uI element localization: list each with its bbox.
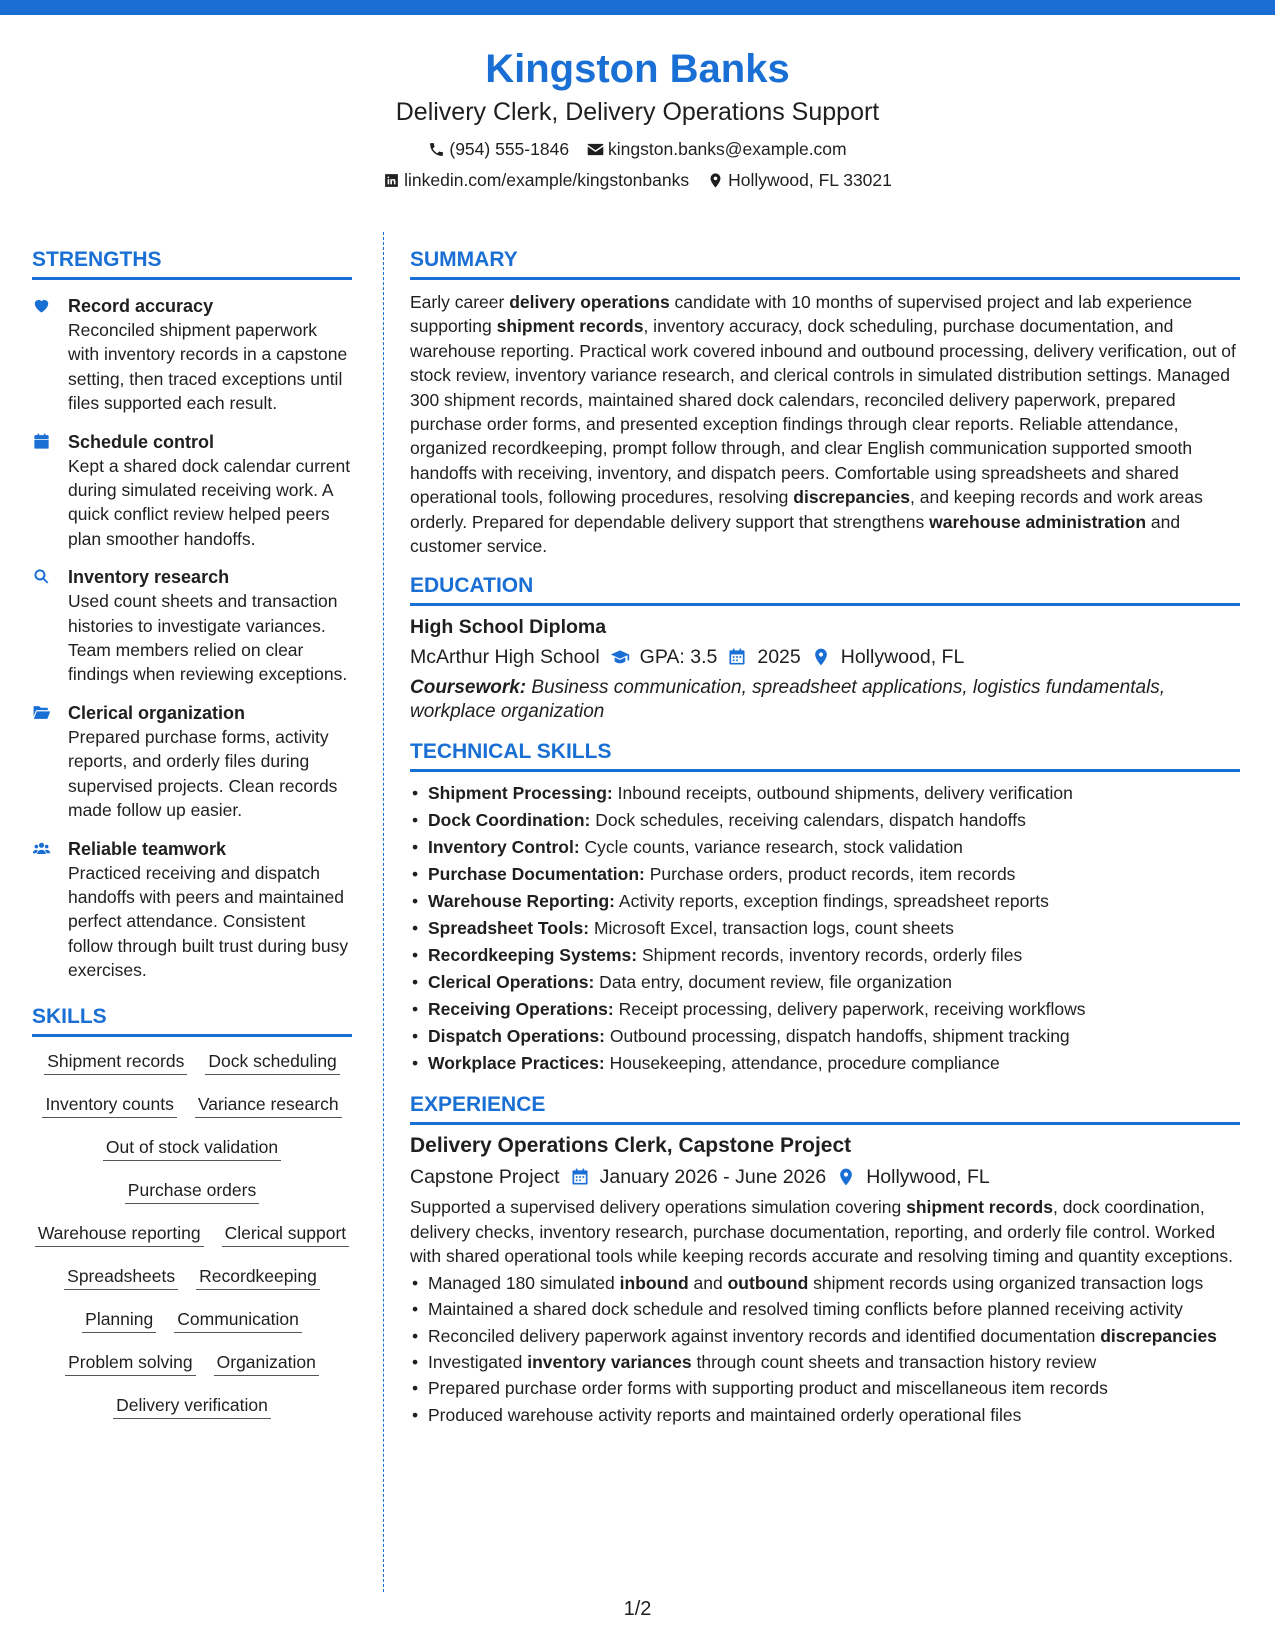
tech-label: Purchase Documentation: <box>428 864 645 885</box>
list-item <box>410 1324 1240 1348</box>
tech-value: Cycle counts, variance research, stock validation <box>579 837 963 858</box>
bullet-part: and <box>688 1272 728 1293</box>
top-accent-bar <box>0 0 1275 15</box>
strengths-heading: STRENGTHS <box>32 246 352 280</box>
list-item <box>410 1023 1240 1050</box>
tech-value: Outbound processing, dispatch handoffs, shipment tracking <box>604 1026 1070 1047</box>
strength-title: Record accuracy <box>68 296 214 316</box>
summary-part: , and keeping records and work areas orderly. Prepared for dependable delivery support that strengthens <box>410 487 1203 532</box>
strength-desc: Kept a shared dock calendar current during simulated receiving work. A quick conflict review helped peers plan smoother handoffs. <box>68 455 351 549</box>
calendar-icon <box>570 1167 590 1187</box>
list-item <box>410 780 1240 807</box>
job-meta <box>410 1164 1240 1190</box>
technical-skills-heading: TECHNICAL SKILLS <box>410 738 1240 772</box>
skill-tag: Communication <box>174 1308 302 1333</box>
strength-title: Reliable teamwork <box>68 838 227 859</box>
email-contact[interactable] <box>587 138 847 160</box>
phone-icon <box>428 141 445 158</box>
skill-tag: Recordkeeping <box>196 1265 320 1290</box>
list-item <box>410 1271 1240 1295</box>
coursework <box>410 676 1240 724</box>
summary-bold: discrepancies <box>793 487 911 508</box>
bullet-part: Produced warehouse activity reports and maintained orderly operational files <box>428 1404 1022 1425</box>
bullet-part: shipment records using organized transaction logs <box>808 1272 1204 1293</box>
email-text: kingston.banks@example.com <box>608 139 847 159</box>
contact-line-1 <box>0 138 1275 160</box>
skill-tag: Shipment records <box>44 1050 187 1075</box>
coursework-text: Business communication, spreadsheet applications, logistics fundamentals, workplace organization <box>410 677 1166 723</box>
bullet-bold: discrepancies <box>1100 1325 1217 1346</box>
bullet-part: Prepared purchase order forms with supporting product and miscellaneous item records <box>428 1378 1108 1399</box>
company-name: Capstone Project <box>410 1166 560 1189</box>
list-item <box>410 1297 1240 1321</box>
tech-label: Spreadsheet Tools: <box>428 918 590 939</box>
experience-heading: EXPERIENCE <box>410 1091 1240 1125</box>
strength-desc: Reconciled shipment paperwork with inventory records in a capstone setting, then traced exceptions until files supported each result. <box>68 320 348 414</box>
summary-part: and customer service. <box>410 511 1181 557</box>
tech-value: Shipment records, inventory records, orderly files <box>637 945 1023 966</box>
map-pin-icon <box>836 1167 856 1187</box>
technical-skills-list <box>410 780 1240 1077</box>
bullet-part: Investigated <box>428 1351 528 1372</box>
school-location: Hollywood, FL <box>840 646 965 669</box>
desc-bold: shipment records <box>906 1197 1053 1218</box>
column-divider <box>383 232 384 1592</box>
linkedin-contact[interactable] <box>383 169 689 191</box>
list-item <box>410 1403 1240 1427</box>
tech-value: Housekeeping, attendance, procedure compliance <box>604 1053 1000 1074</box>
resume-header <box>0 42 1275 191</box>
skill-tag: Problem solving <box>65 1351 196 1376</box>
tech-label: Warehouse Reporting: <box>428 891 615 912</box>
contact-line-2 <box>0 169 1275 191</box>
phone-contact <box>428 138 569 160</box>
users-icon <box>32 839 51 858</box>
search-icon <box>32 567 51 586</box>
heart-icon <box>32 296 51 315</box>
strength-title: Schedule control <box>68 431 215 452</box>
list-item <box>410 942 1240 969</box>
school-name: McArthur High School <box>410 646 600 669</box>
summary-bold: shipment records <box>496 316 644 337</box>
location-contact <box>707 169 892 191</box>
bullet-bold: outbound <box>727 1272 809 1293</box>
summary-bold: warehouse administration <box>929 511 1147 532</box>
map-pin-icon <box>707 172 724 189</box>
strength-title: Clerical organization <box>68 702 246 723</box>
folder-open-icon <box>32 703 51 722</box>
skill-tag: Spreadsheets <box>64 1265 178 1290</box>
list-item <box>410 888 1240 915</box>
list-item <box>410 996 1240 1023</box>
skill-tag: Delivery verification <box>113 1394 271 1419</box>
candidate-name: Kingston Banks <box>485 47 790 91</box>
envelope-icon <box>587 141 604 158</box>
gpa: GPA: 3.5 <box>639 646 718 669</box>
summary-heading: SUMMARY <box>410 246 1240 280</box>
strength-item <box>32 701 352 823</box>
phone-text: (954) 555-1846 <box>449 139 570 159</box>
skill-tag: Variance research <box>195 1093 342 1118</box>
location-text: Hollywood, FL 33021 <box>728 170 892 190</box>
list-item <box>410 834 1240 861</box>
skill-tag: Inventory counts <box>42 1093 176 1118</box>
strength-item <box>32 430 352 552</box>
map-pin-icon <box>811 647 831 667</box>
skills-heading: SKILLS <box>32 1003 352 1037</box>
skill-tag: Clerical support <box>222 1222 350 1247</box>
linkedin-text: linkedin.com/example/kingstonbanks <box>404 170 690 190</box>
calendar-icon <box>727 647 747 667</box>
list-item <box>410 807 1240 834</box>
tech-value: Inbound receipts, outbound shipments, delivery verification <box>612 783 1073 804</box>
tech-label: Shipment Processing: <box>428 783 613 804</box>
summary-part: candidate with 10 months of supervised project and lab experience supporting <box>410 292 1193 337</box>
summary-part: , inventory accuracy, dock scheduling, purchase documentation, and warehouse reporting. Practical work covered inbound and outbound processing, delivery verification, out of stock review, inventory variance research, and clerical controls in simulated distribution settings. Managed 300 shipment records, maintained shared dock calendars, reconciled delivery paperwork, prepared purchase order forms, and presented exception findings through clear reports. Reliable attendance, organized recordkeeping, prompt follow through, and clear English communication supported smooth handoffs with receiving, inventory, and dispatch peers. Comfortable using spreadsheets and shared operational tools, following procedures, resolving <box>410 316 1236 508</box>
summary-text <box>410 290 1240 558</box>
skill-tag: Out of stock validation <box>103 1136 281 1161</box>
tech-value: Data entry, document review, file organization <box>594 972 952 993</box>
bullet-bold: inventory variances <box>527 1351 692 1372</box>
job-title: Delivery Operations Clerk, Capstone Project <box>410 1134 852 1158</box>
strength-desc: Prepared purchase forms, activity reports, and orderly files during supervised projects. Clean records made follow up easier. <box>68 726 338 821</box>
desc-part: Supported a supervised delivery operations simulation covering <box>410 1197 907 1218</box>
tech-value: Purchase orders, product records, item records <box>644 864 1016 885</box>
list-item <box>410 915 1240 942</box>
job-dates: January 2026 - June 2026 <box>599 1166 827 1189</box>
calendar-icon <box>32 432 51 451</box>
strength-item <box>32 837 352 983</box>
strength-desc: Used count sheets and transaction histories to investigate variances. Team members relied on clear findings when reviewing exceptions. <box>68 591 348 685</box>
tech-value: Microsoft Excel, transaction logs, count sheets <box>589 918 954 939</box>
tech-value: Receipt processing, delivery paperwork, receiving workflows <box>613 999 1086 1020</box>
skill-tag: Purchase orders <box>125 1179 259 1204</box>
bullet-part: through count sheets and transaction history review <box>691 1351 1097 1372</box>
list-item <box>410 969 1240 996</box>
right-column <box>410 246 1240 1429</box>
coursework-label: Coursework: <box>410 677 527 699</box>
tech-label: Inventory Control: <box>428 837 580 858</box>
left-column <box>32 246 352 1419</box>
list-item <box>410 1350 1240 1374</box>
strength-desc: Practiced receiving and dispatch handoffs with peers and maintained perfect attendance. Consistent follow through built trust during busy exercises. <box>68 862 349 981</box>
summary-part: Early career <box>410 292 510 312</box>
tech-label: Receiving Operations: <box>428 999 614 1020</box>
bullet-part: Reconciled delivery paperwork against inventory records and identified documentation <box>428 1325 1101 1346</box>
tech-label: Dock Coordination: <box>428 810 591 831</box>
degree: High School Diploma <box>410 616 607 639</box>
skills-list <box>32 1050 352 1419</box>
education-meta <box>410 644 1240 670</box>
bullet-bold: inbound <box>619 1272 689 1293</box>
tech-label: Clerical Operations: <box>428 972 595 993</box>
education-heading: EDUCATION <box>410 572 1240 606</box>
graduation-cap-icon <box>610 647 630 667</box>
skill-tag: Dock scheduling <box>205 1050 339 1075</box>
job-description <box>410 1195 1240 1268</box>
skill-tag: Organization <box>214 1351 319 1376</box>
job-location: Hollywood, FL <box>866 1166 990 1189</box>
strength-title: Inventory research <box>68 567 230 588</box>
list-item <box>410 861 1240 888</box>
strength-item <box>32 294 352 416</box>
list-item <box>410 1050 1240 1077</box>
tech-label: Dispatch Operations: <box>428 1026 605 1047</box>
tech-value: Dock schedules, receiving calendars, dispatch handoffs <box>590 810 1026 831</box>
list-item <box>410 1376 1240 1400</box>
page-number: 1/2 <box>623 1598 652 1620</box>
candidate-title: Delivery Clerk, Delivery Operations Support <box>395 98 880 126</box>
skill-tag: Warehouse reporting <box>35 1222 204 1247</box>
bullet-part: Managed 180 simulated <box>428 1272 620 1293</box>
tech-value: Activity reports, exception findings, spreadsheet reports <box>615 891 1049 912</box>
bullet-part: Maintained a shared dock schedule and resolved timing conflicts before planned receiving activity <box>428 1299 1183 1320</box>
linkedin-icon <box>383 172 400 189</box>
experience-bullets <box>410 1271 1240 1427</box>
skill-tag: Planning <box>82 1308 156 1333</box>
tech-label: Recordkeeping Systems: <box>428 945 638 966</box>
summary-bold: delivery operations <box>509 292 670 312</box>
strength-item <box>32 565 352 687</box>
graduation-year: 2025 <box>757 646 801 669</box>
tech-label: Workplace Practices: <box>428 1053 605 1074</box>
desc-part: , dock coordination, delivery checks, inventory research, purchase documentation, reporting, and orderly file control. Worked with shared operational tools while keeping records accurate and resolving timing and quantity exceptions. <box>410 1197 1233 1267</box>
